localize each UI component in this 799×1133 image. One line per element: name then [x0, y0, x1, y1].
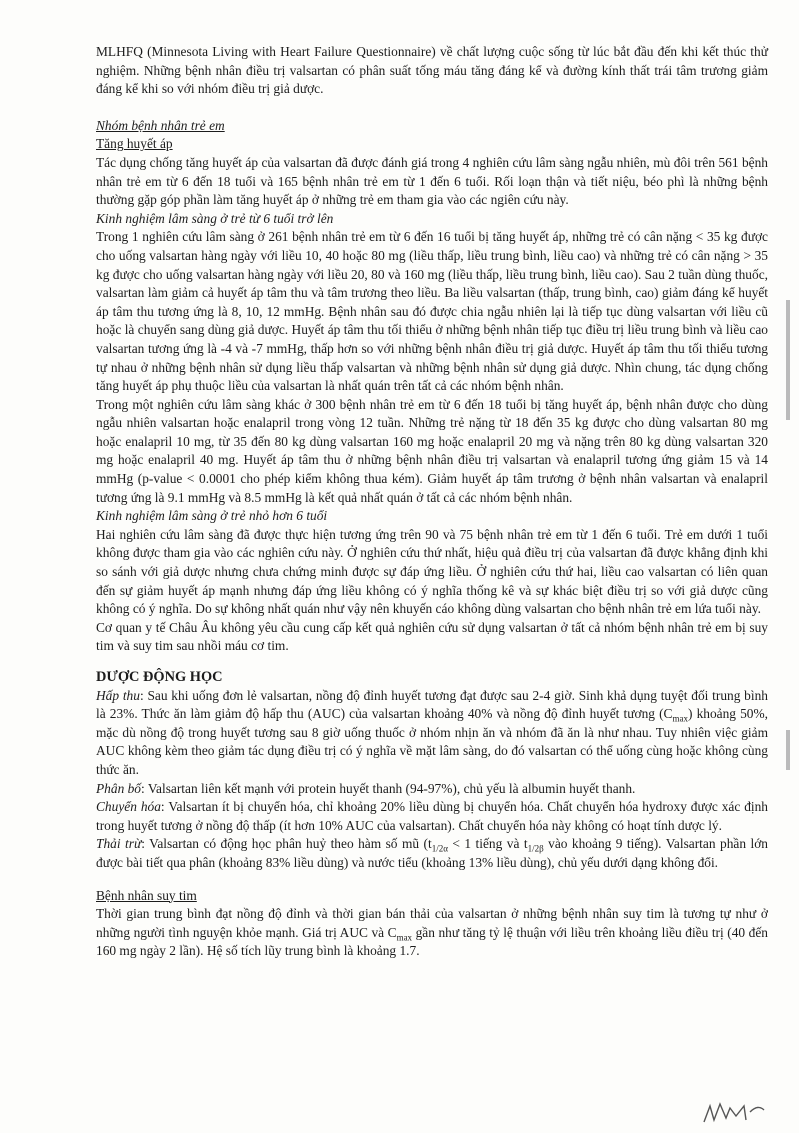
age6-heading: Kinh nghiệm lâm sàng ở trẻ từ 6 tuổi trở lên	[96, 210, 334, 226]
distribution-paragraph: Phân bố: Valsartan liên kết mạnh với protein huyết thanh (94-97%), chủ yếu là albumin huyết thanh.	[96, 780, 636, 796]
metabolism-paragraph: Chuyển hóa: Valsartan ít bị chuyển hóa, chỉ khoảng 20% liều dùng bị chuyển hóa. Chất chuyển hóa hydroxy được xác định trong huyết tương ở nồng độ thấp (ít hơn 10% AUC của valsartan). Chất chuyển hóa này không có hoạt tính dược lý.	[96, 799, 769, 833]
elimination-label: Thải trừ	[96, 836, 142, 852]
age6-paragraph-2: Trong một nghiên cứu lâm sàng khác ở 300 bệnh nhân trẻ em từ 6 đến 18 tuổi bị tăng huyết áp, bệnh nhân được cho dùng ngẫu nhiên valsartan hoặc enalapril trong vòng 12 tuần. Những trẻ nặng từ 18 đến 35 kg được cho dùng valsartan 80 mg hoặc enalapril 10 mg, từ 35 đến 80 kg dùng valsartan 160 mg hoặc enalapril 20 mg và nặng trên 80 kg dùng valsartan 320 mg hoặc enalapril 40 mg. Huyết áp tâm thu ở những bệnh nhân điều trị valsartan và enalapril tương ứng giảm 15 và 14 mmHg (p-value < 0.0001 cho phép kiểm không thua kém). Giảm huyết áp tâm trương ở bệnh nhân valsartan và enalapril tương ứng là 9.1 mmHg và 8.5 mmHg là kết quả nhất quán ở tất cả các nhóm bệnh nhân.	[96, 396, 768, 505]
metabolism-label: Chuyển hóa	[96, 799, 161, 815]
absorption-label: Hấp thu	[96, 687, 140, 703]
heart-failure-paragraph: Thời gian trung bình đạt nồng độ đỉnh và thời gian bán thải của valsartan ở những bệnh nhân suy tim là tương tự như ở những người tình nguyện khỏe mạnh. Giá trị AUC và $C_{max}$ gần như tăng tỷ lệ thuận với liều trên khoảng liều điều trị (40 đến 160 mg ngày 2 lần). Hệ số tích lũy trung bình là khoảng 1.7.	[96, 906, 768, 959]
under6-paragraph-1: Hai nghiên cứu lâm sàng đã được thực hiện tương ứng trên 90 và 75 bệnh nhân trẻ em từ 1 đến 6 tuổi. Trẻ em dưới 1 tuổi không được tham gia vào các nghiên cứu này. Ở nghiên cứu thứ nhất, hiệu quả điều trị của valsartan đã được khẳng định khi so sánh với giả dược nhưng chưa chứng minh được sự đáp ứng liều. Ở nghiên cứu thứ hai, liều cao valsartan có liên quan đến sự giảm huyết áp mạnh nhưng đáp ứng liều không có ý nghĩa thống kê và sự khác biệt điều trị so với giả dược cũng không có ý nghĩa. Do sự không nhất quán như vậy nên khuyến cáo không dùng valsartan cho bệnh nhân trẻ em lứa tuổi này.	[96, 526, 768, 617]
age6-paragraph-1: Trong 1 nghiên cứu lâm sàng ở 261 bệnh nhân trẻ em từ 6 đến 16 tuổi bị tăng huyết áp, những trẻ có cân nặng < 35 kg được cho uống valsartan hàng ngày với liều 10, 40 hoặc 80 mg (liều thấp, liều trung bình, liều cao) và những trẻ có cân nặng > 35 kg được cho uống valsartan hàng ngày với liều 20, 80 và 160 mg (liều thấp, liều trung bình, liều cao). Sau 2 tuần dùng thuốc, valsartan làm giảm cả huyết áp tâm thu và tâm trương theo liều. Ba liều valsartan (thấp, trung bình, cao) giảm đáng kể huyết áp tâm thu tương ứng là 8, 10, 12 mmHg. Bệnh nhân sau đó được chia ngẫu nhiên lại là tiếp tục dùng valsartan với liều cũ hoặc là chuyển sang dùng giả dược. Huyết áp tâm thu tối thiểu ở những bệnh nhân tiếp tục điều trị liều trung bình và liều cao valsartan tương ứng là -4 và -7 mmHg, thấp hơn so với những bệnh nhân điều trị giả dược. Huyết áp tâm thu tối thiểu tương tự nhau ở những bệnh nhân sử dụng liều thấp valsartan và những bệnh nhân sử dụng giả dược. Nhìn chung, tác dụng chống tăng huyết áp phụ thuộc liều của valsartan là nhất quán trên tất cả các nhóm bệnh nhân.	[96, 229, 768, 394]
elimination-paragraph: Thải trừ: Valsartan có động học phân huỷ theo hàm số mũ ($t_{1/2\alpha} < 1$ tiếng và $t_{1/2\beta}$ vào khoảng 9 tiếng). Valsartan phần lớn được bài tiết qua phân (khoảng 83% liều dùng) và nước tiểu (khoảng 13% liều dùng), chủ yếu dưới dạng không đổi.	[96, 836, 768, 870]
pharmacokinetics-heading: DƯỢC ĐỘNG HỌC	[96, 669, 223, 685]
hypertension-paragraph: Tác dụng chống tăng huyết áp của valsartan đã được đánh giá trong 4 nghiên cứu lâm sàng ngẫu nhiên, mù đôi trên 561 bệnh nhân trẻ em từ 6 đến 18 tuổi và 165 bệnh nhân trẻ em từ 1 đến 6 tuổi. Rối loạn thận và tiết niệu, béo phì là những bệnh thường gặp góp phần làm tăng huyết áp ở những trẻ em tham gia vào các ngiên cứu này.	[96, 154, 768, 208]
under6-paragraph-2: Cơ quan y tế Châu Âu không yêu cầu cung cấp kết quả nghiên cứu sử dụng valsartan ở tất cả nhóm bệnh nhân trẻ em bị suy tim và suy tim sau nhồi máu cơ tim.	[96, 619, 768, 654]
intro-paragraph: MLHFQ (Minnesota Living with Heart Failure Questionnaire) về chất lượng cuộc sống từ lúc bắt đầu đến khi kết thúc thử nghiệm. Những bệnh nhân điều trị valsartan có phân suất tống máu tăng đáng kể và đường kính thất trái tâm trương giảm đáng kể khi so với nhóm điều trị giả dược.	[96, 44, 768, 97]
scan-edge-mark	[786, 730, 790, 770]
pediatric-heading: Nhóm bệnh nhân trẻ em	[96, 117, 225, 133]
heart-failure-heading: Bệnh nhân suy tim	[96, 887, 197, 903]
under6-heading: Kinh nghiệm lâm sàng ở trẻ nhỏ hơn 6 tuổi	[96, 508, 328, 524]
distribution-label: Phân bố	[96, 780, 142, 796]
scan-edge-mark	[786, 300, 790, 420]
absorption-paragraph: Hấp thu: Sau khi uống đơn lẻ valsartan, nồng độ đỉnh huyết tương đạt được sau 2-4 giờ. Sinh khả dụng tuyệt đối trung bình là 23%. Thức ăn làm giảm độ hấp thu (AUC) của valsartan khoảng 40% và nồng độ đỉnh huyết tương $(C_{max})$ khoảng 50%, mặc dù nồng độ trong huyết tương sau 8 giờ uống thuốc ở nhóm nhịn ăn và nhóm đã ăn là như nhau. Tuy nhiên việc giảm AUC không kèm theo giảm tác dụng điều trị có ý nghĩa về mặt lâm sàng, do đó valsartan có thể uống cùng hoặc không cùng thức ăn.	[96, 687, 769, 777]
document-body	[96, 43, 768, 961]
hypertension-heading: Tăng huyết áp	[96, 136, 173, 152]
signature-initials	[700, 1098, 770, 1128]
